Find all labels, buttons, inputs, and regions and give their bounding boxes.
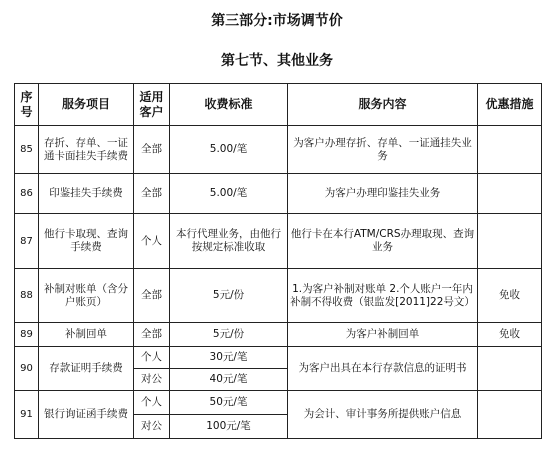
- header-content: 服务内容: [288, 84, 478, 126]
- row-fee: 5元/份: [170, 323, 288, 347]
- row-seq: 86: [15, 174, 39, 214]
- row-fee: 本行代理业务，由他行按规定标准收取: [170, 214, 288, 269]
- row-customer: 个人: [134, 214, 170, 269]
- row-seq: 87: [15, 214, 39, 269]
- row-content: 1.为客户补制对账单 2.个人账户一年内补制不得收费（银监发[2011]22号文）: [288, 269, 478, 323]
- header-fee: 收费标准: [170, 84, 288, 126]
- table-row: [15, 214, 542, 269]
- row-discount: 免收: [478, 323, 542, 347]
- table-row: [15, 174, 542, 214]
- row-discount: [478, 214, 542, 269]
- row-seq: 90: [15, 347, 39, 391]
- fee-table: [14, 83, 542, 439]
- row-item: 他行卡取现、查询手续费: [39, 214, 134, 269]
- row-content: 为客户出具在本行存款信息的证明书: [288, 347, 478, 391]
- header-item: 服务项目: [39, 84, 134, 126]
- row-item: 补制回单: [39, 323, 134, 347]
- row-fee: 100元/笔: [170, 415, 288, 439]
- row-customer: 全部: [134, 174, 170, 214]
- row-customer: 全部: [134, 323, 170, 347]
- row-customer: 全部: [134, 126, 170, 174]
- row-content: 为会计、审计事务所提供账户信息: [288, 391, 478, 439]
- row-content: 他行卡在本行ATM/CRS办理取现、查询业务: [288, 214, 478, 269]
- table-row: [15, 347, 542, 369]
- table-row: [15, 126, 542, 174]
- row-customer: 个人: [134, 347, 170, 369]
- row-discount: [478, 174, 542, 214]
- header-discount: 优惠措施: [478, 84, 542, 126]
- row-content: 为客户办理存折、存单、一证通挂失业务: [288, 126, 478, 174]
- row-seq: 88: [15, 269, 39, 323]
- row-discount: [478, 126, 542, 174]
- row-seq: 85: [15, 126, 39, 174]
- row-customer: 全部: [134, 269, 170, 323]
- row-customer: 对公: [134, 415, 170, 439]
- row-customer: 个人: [134, 391, 170, 415]
- row-fee: 5.00/笔: [170, 126, 288, 174]
- row-fee: 5元/份: [170, 269, 288, 323]
- row-customer: 对公: [134, 369, 170, 391]
- section-title: 第七节、其他业务: [221, 53, 333, 69]
- row-item: 存款证明手续费: [39, 347, 134, 391]
- header-customer: 适用客户: [134, 84, 170, 126]
- row-item: 银行询证函手续费: [39, 391, 134, 439]
- table-row: [15, 269, 542, 323]
- row-seq: 91: [15, 391, 39, 439]
- row-content: 为客户办理印鉴挂失业务: [288, 174, 478, 214]
- table-row: [15, 391, 542, 415]
- row-fee: 30元/笔: [170, 347, 288, 369]
- row-item: 印鉴挂失手续费: [39, 174, 134, 214]
- row-discount: [478, 391, 542, 439]
- row-item: 补制对账单（含分户账页）: [39, 269, 134, 323]
- row-discount: [478, 347, 542, 391]
- header-seq: 序号: [15, 84, 39, 126]
- table-row: [15, 323, 542, 347]
- row-fee: 50元/笔: [170, 391, 288, 415]
- row-item: 存折、存单、一证通卡面挂失手续费: [39, 126, 134, 174]
- part-title: 第三部分:市场调节价: [211, 13, 343, 29]
- row-fee: 5.00/笔: [170, 174, 288, 214]
- row-discount: 免收: [478, 269, 542, 323]
- table-header-row: [15, 84, 542, 126]
- row-fee: 40元/笔: [170, 369, 288, 391]
- row-content: 为客户补制回单: [288, 323, 478, 347]
- row-seq: 89: [15, 323, 39, 347]
